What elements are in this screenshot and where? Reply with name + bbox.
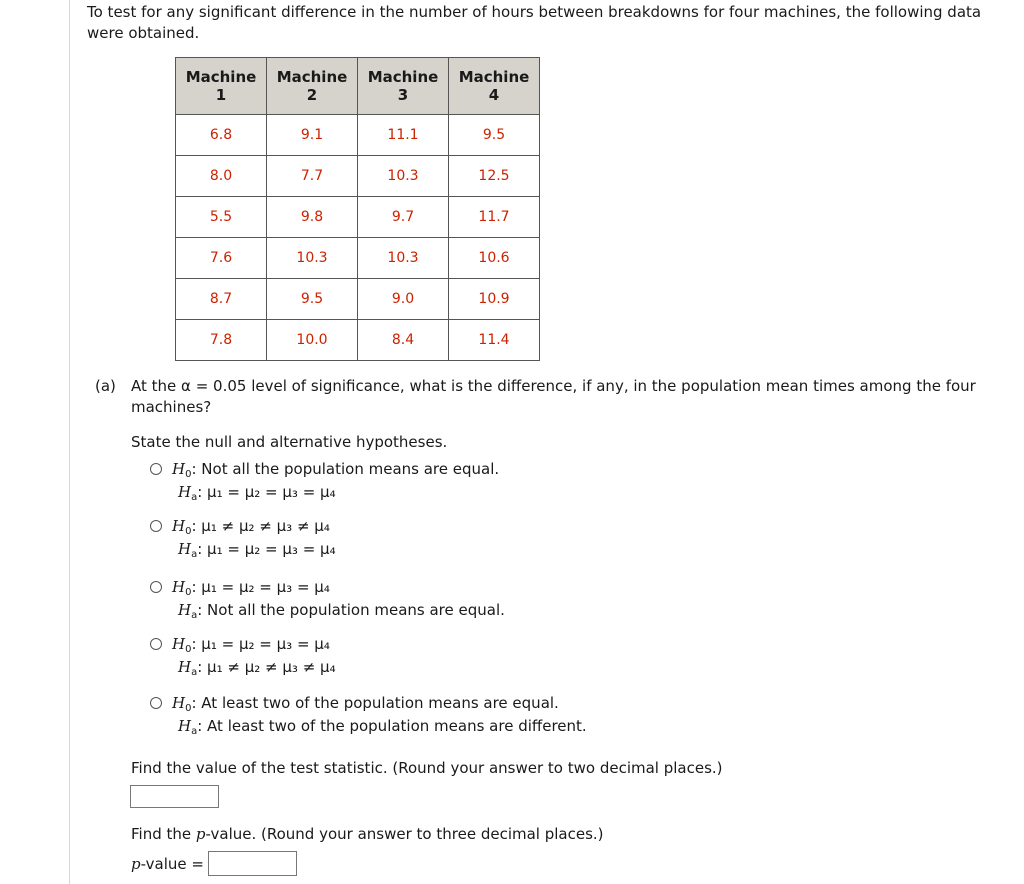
- table-cell: 9.7: [358, 197, 449, 238]
- test-statistic-prompt: Find the value of the test statistic. (Round your answer to two decimal places.): [131, 759, 723, 777]
- table-cell: 8.0: [176, 156, 267, 197]
- table-cell: 10.3: [358, 238, 449, 279]
- null-hypothesis: $H_0$: At least two of the population means are equal.: [172, 694, 559, 714]
- table-row: [176, 197, 540, 238]
- table-cell: 10.6: [449, 238, 540, 279]
- radio-button[interactable]: [150, 697, 162, 709]
- table-cell: 9.1: [267, 115, 358, 156]
- header-machine-2: Machine 2: [267, 58, 358, 115]
- p-value-input[interactable]: [208, 851, 297, 876]
- question-text: At the α = 0.05 level of significance, what is the difference, if any, in the population mean times among the four machines?: [131, 377, 976, 416]
- table-cell: 7.8: [176, 320, 267, 361]
- table-row: [176, 320, 540, 361]
- table-cell: 8.7: [176, 279, 267, 320]
- p-value-label: p-value =: [131, 855, 204, 873]
- table-cell: 10.3: [267, 238, 358, 279]
- test-statistic-input[interactable]: [130, 785, 219, 808]
- alt-hypothesis: $H_a$: μ₁ ≠ μ₂ ≠ μ₃ ≠ μ₄: [178, 658, 336, 678]
- table-cell: 7.6: [176, 238, 267, 279]
- null-hypothesis: $H_0$: μ₁ = μ₂ = μ₃ = μ₄: [172, 578, 330, 598]
- question-number: (a): [95, 377, 116, 395]
- table-cell: 10.3: [358, 156, 449, 197]
- table-cell: 10.0: [267, 320, 358, 361]
- data-table: [175, 57, 540, 361]
- table-cell: 5.5: [176, 197, 267, 238]
- table-cell: 9.5: [267, 279, 358, 320]
- null-hypothesis: $H_0$: μ₁ = μ₂ = μ₃ = μ₄: [172, 635, 330, 655]
- alt-hypothesis: $H_a$: Not all the population means are equal.: [178, 601, 505, 621]
- state-hypotheses-prompt: State the null and alternative hypotheses.: [131, 433, 448, 451]
- table-cell: 11.4: [449, 320, 540, 361]
- radio-button[interactable]: [150, 638, 162, 650]
- radio-button[interactable]: [150, 520, 162, 532]
- radio-button[interactable]: [150, 463, 162, 475]
- table-cell: 9.8: [267, 197, 358, 238]
- table-cell: 11.1: [358, 115, 449, 156]
- alt-hypothesis: $H_a$: At least two of the population means are different.: [178, 717, 587, 737]
- table-cell: 9.5: [449, 115, 540, 156]
- header-machine-4: Machine 4: [449, 58, 540, 115]
- table-cell: 12.5: [449, 156, 540, 197]
- table-cell: 7.7: [267, 156, 358, 197]
- table-row: [176, 115, 540, 156]
- table-row: [176, 156, 540, 197]
- table-row: [176, 238, 540, 279]
- table-cell: 11.7: [449, 197, 540, 238]
- radio-button[interactable]: [150, 581, 162, 593]
- alt-hypothesis: $H_a$: μ₁ = μ₂ = μ₃ = μ₄: [178, 540, 336, 560]
- alt-hypothesis: $H_a$: μ₁ = μ₂ = μ₃ = μ₄: [178, 483, 336, 503]
- intro-text: To test for any significant difference in the number of hours between breakdowns for four machines, the following data were obtained.: [87, 3, 982, 42]
- table-cell: 8.4: [358, 320, 449, 361]
- table-cell: 9.0: [358, 279, 449, 320]
- table-row: [176, 279, 540, 320]
- header-machine-3: Machine 3: [358, 58, 449, 115]
- table-cell: 10.9: [449, 279, 540, 320]
- left-border: [69, 0, 70, 884]
- p-value-prompt: Find the p-value. (Round your answer to three decimal places.): [131, 825, 604, 843]
- table-cell: 6.8: [176, 115, 267, 156]
- null-hypothesis: $H_0$: μ₁ ≠ μ₂ ≠ μ₃ ≠ μ₄: [172, 517, 330, 537]
- null-hypothesis: $H_0$: Not all the population means are equal.: [172, 460, 500, 480]
- header-machine-1: Machine 1: [176, 58, 267, 115]
